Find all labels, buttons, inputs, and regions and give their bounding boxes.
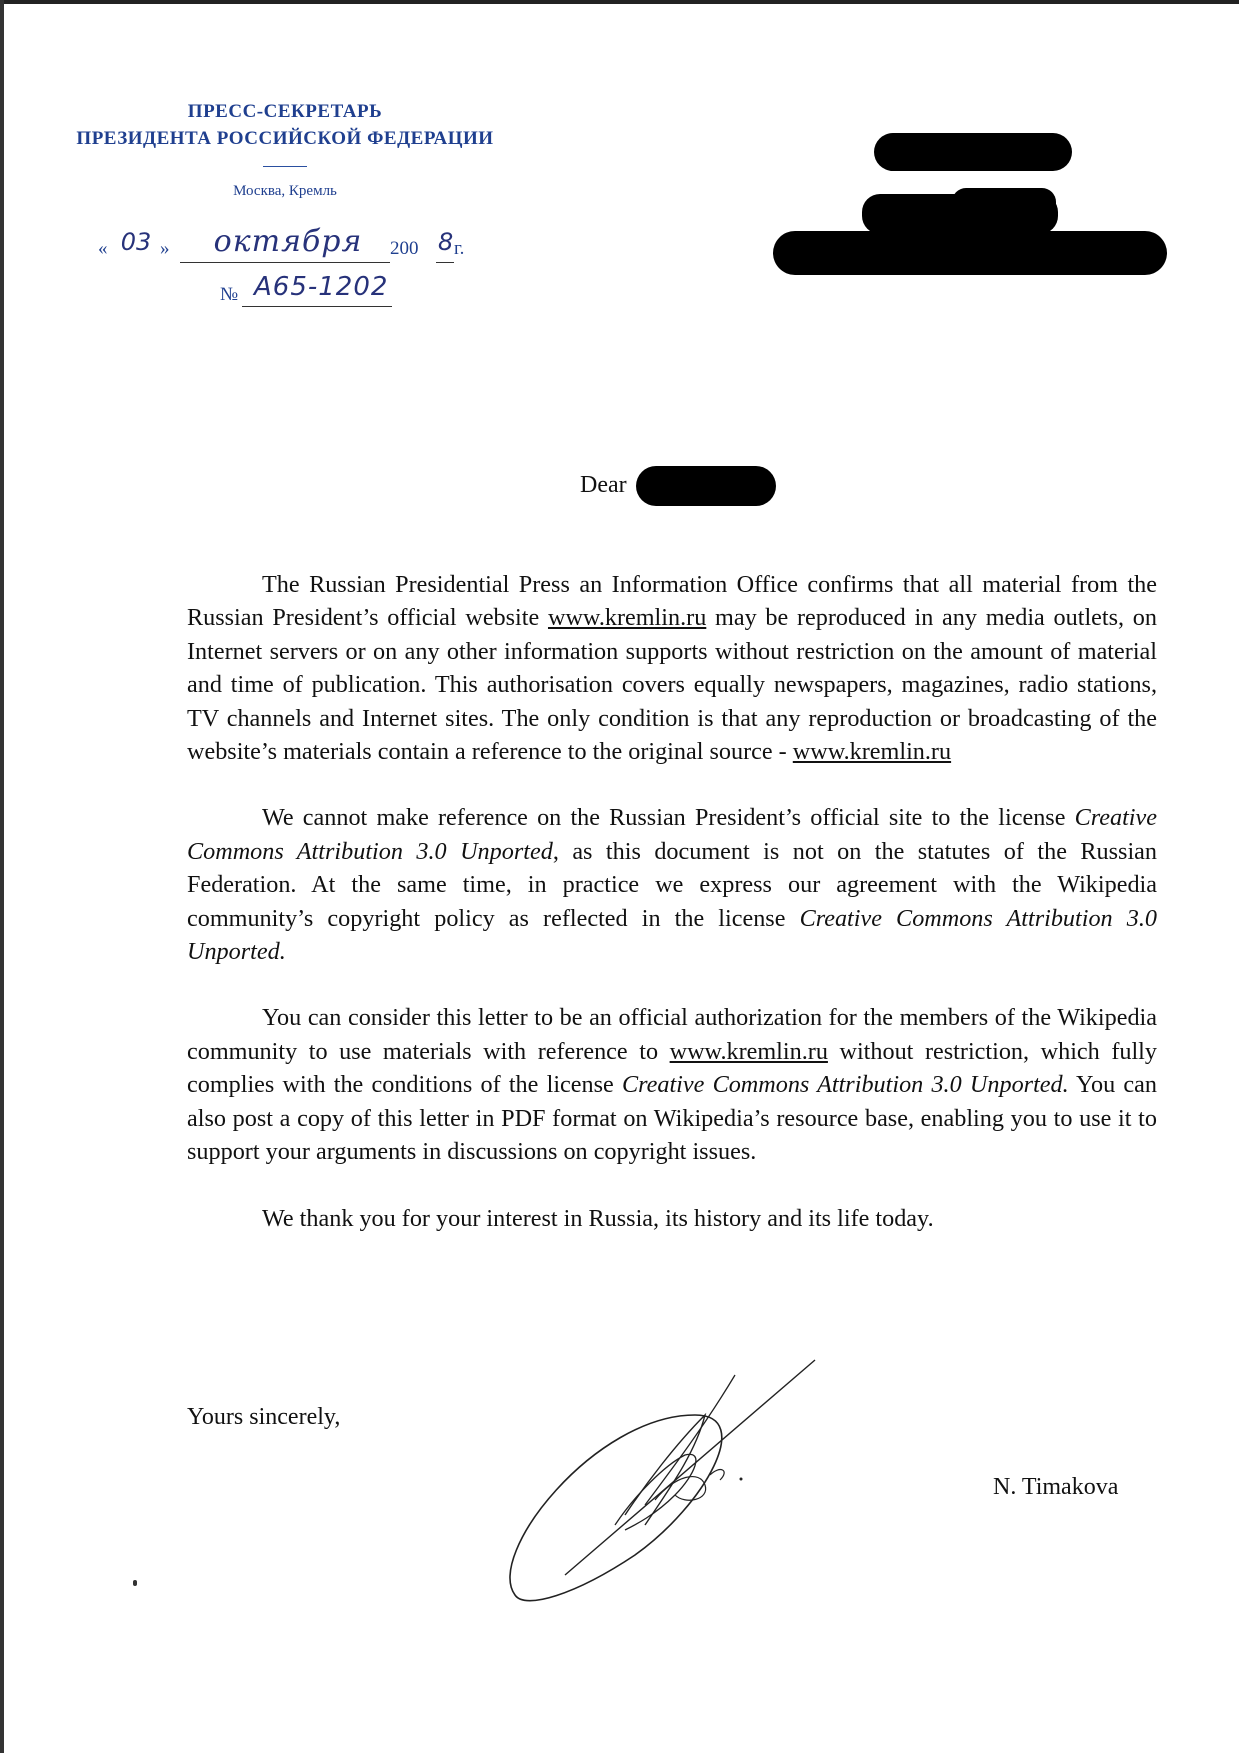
letterhead-subtitle: ПРЕЗИДЕНТА РОССИЙСКОЙ ФЕДЕРАЦИИ	[76, 128, 494, 149]
signatory-name: N. Timakova	[993, 1474, 1119, 1500]
date-month: октября	[213, 224, 363, 259]
reference-number-sign: №	[220, 284, 239, 305]
reference-number-line	[220, 272, 440, 312]
letterhead-city: Москва, Кремль	[233, 183, 337, 199]
license-name-1: Creative Commons Attribution 3.0 Unported	[187, 804, 1157, 865]
page-edge-top	[0, 0, 1239, 4]
recipient-redaction-1	[874, 133, 1072, 171]
recipient-redaction-3	[773, 231, 1167, 275]
kremlin-link-1: www.kremlin.ru	[547, 604, 707, 632]
license-name-2: Creative Commons Attribution 3.0 Unported.	[187, 904, 1157, 966]
license-name-3: Creative Commons Attribution 3.0 Unported.	[621, 1071, 1069, 1099]
scan-speck	[133, 1580, 137, 1586]
paragraph-2-text-b: , as this document is not on the statutes of the Russian Federation. At the same time, in practice we express our agreement with the Wikipedia community’s copyright policy as reflected in the license	[187, 837, 1157, 932]
paragraph-3-text-b: without restriction, which fully complies with the conditions of the license	[187, 1037, 1157, 1099]
letterhead	[60, 98, 510, 201]
date-year-suffix: г.	[454, 238, 465, 259]
date-month-rule	[180, 262, 390, 263]
kremlin-link-2: www.kremlin.ru	[792, 738, 952, 766]
page-edge-left	[0, 0, 4, 1753]
salutation-name-redaction	[636, 466, 776, 506]
date-quote-open: «	[98, 238, 108, 259]
salutation	[580, 470, 627, 500]
date-day: 03	[120, 228, 152, 256]
paragraph-4: We thank you for your interest in Russia, its history and its life today.	[262, 1204, 934, 1232]
paragraph-3-text-a: You can consider this letter to be an official authorization for the members of the Wikipedia community to use materials with reference to	[187, 1004, 1157, 1065]
signature-graphic	[505, 1355, 825, 1615]
paragraph-1-text-b: may be reproduced in any media outlets, on Internet servers or on any other information supports without restriction on the amount of material and time of publication. This authorisation covers equally newspapers, magazines, radio stations, TV channels and Internet sites. The only condition is that any reproduction or broadcasting of the website’s materials contain a reference to the original source -	[187, 604, 1157, 766]
date-year-prefix: 200	[390, 238, 419, 259]
letterhead-title: ПРЕСС-СЕКРЕТАРЬ	[187, 101, 383, 122]
letterhead-divider	[263, 166, 307, 167]
paragraph-3	[187, 1001, 1157, 1168]
reference-number-rule	[242, 306, 392, 307]
reference-number: А65-1202	[254, 272, 389, 302]
paragraph-1	[187, 568, 1157, 768]
date-line	[98, 224, 478, 268]
paragraph-3-text-c: You can also post a copy of this letter in PDF format on Wikipedia’s resource base, enabling you to use it to support your arguments in discussions on copyright issues.	[187, 1071, 1157, 1166]
salutation-text: Dear	[580, 472, 627, 498]
paragraph-2	[187, 801, 1157, 968]
signoff: Yours sincerely,	[187, 1404, 341, 1430]
paragraph-1-text-a: The Russian Presidential Press an Information Office confirms that all material from the Russian President’s official website	[187, 571, 1157, 632]
letter-body	[187, 568, 1157, 1268]
date-year-rule	[436, 262, 454, 263]
date-year-digit: 8	[438, 228, 454, 256]
recipient-redaction-4	[952, 188, 1056, 218]
date-quote-close: »	[160, 238, 170, 259]
paragraph-2-text-a: We cannot make reference on the Russian President’s official site to the license	[262, 804, 1075, 832]
kremlin-link-3: www.kremlin.ru	[669, 1037, 828, 1065]
